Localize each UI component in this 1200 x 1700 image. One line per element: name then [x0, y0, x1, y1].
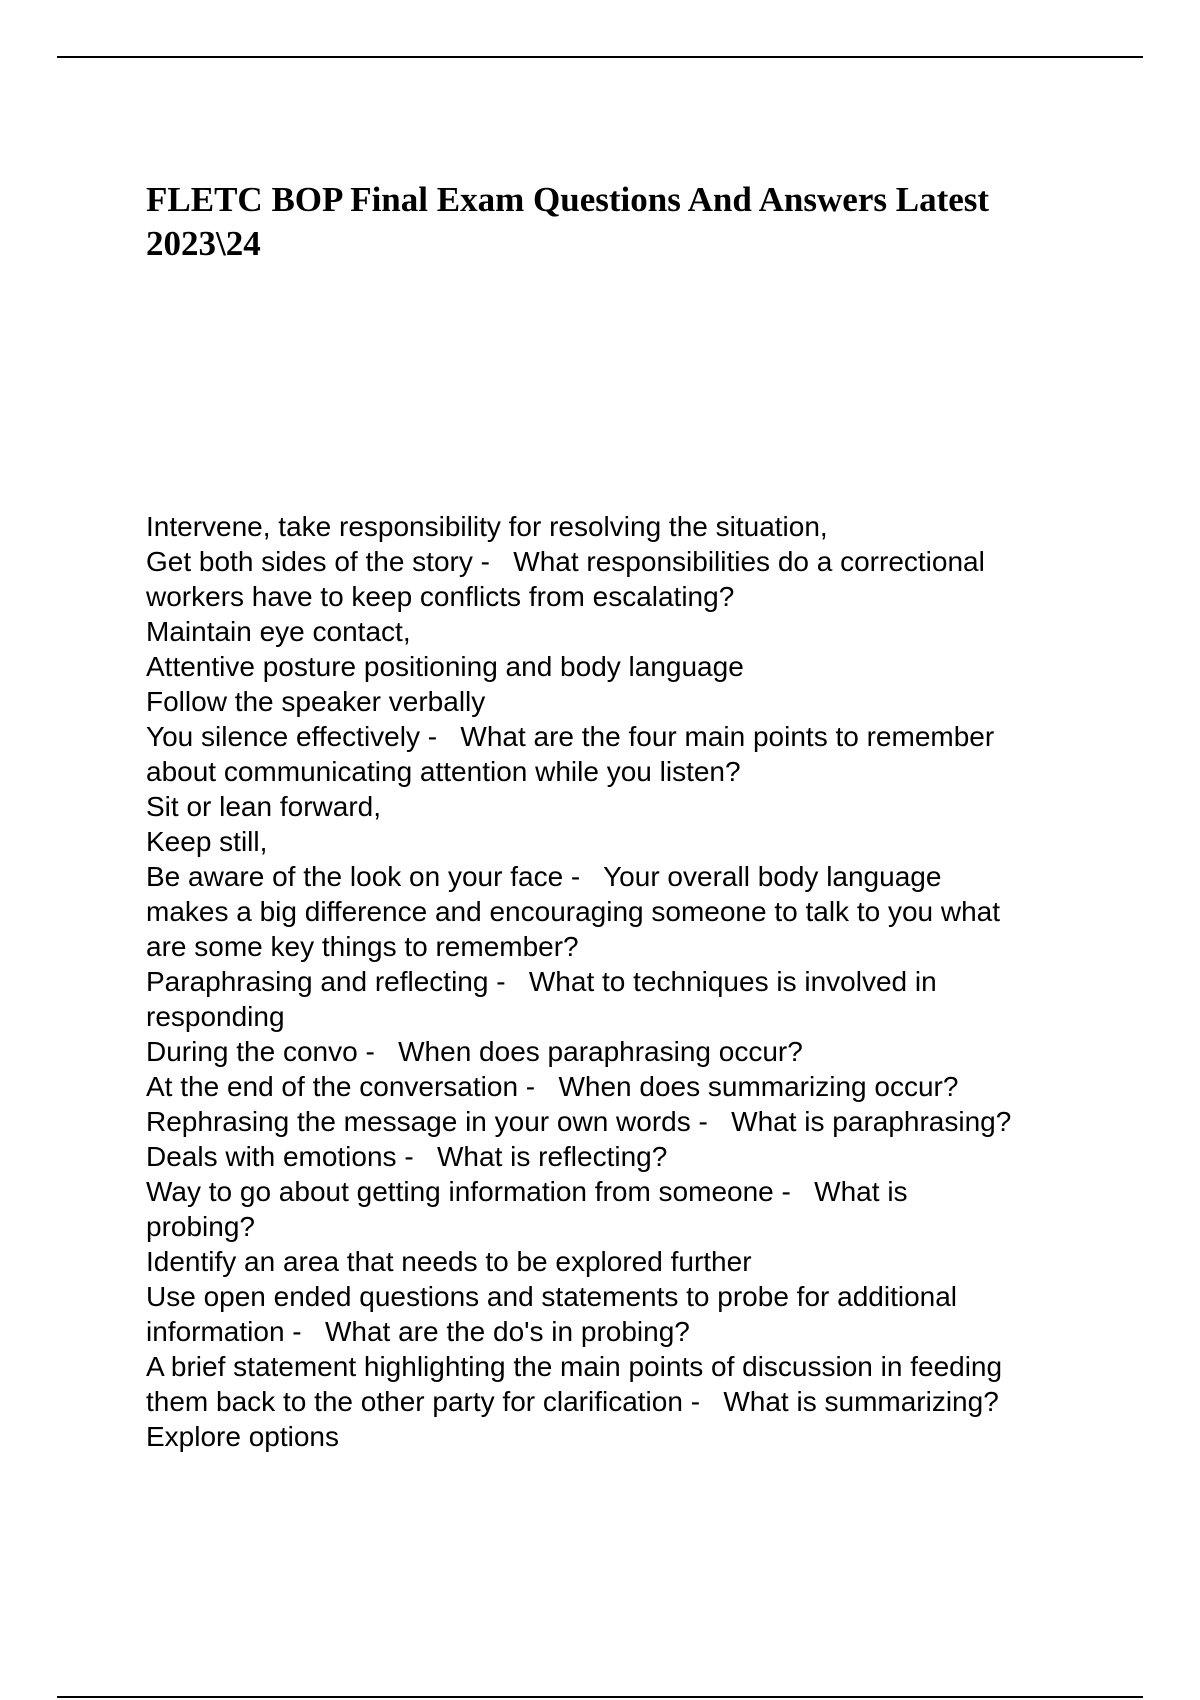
qa-text-body: [146, 509, 1106, 1454]
text-line: makes a big difference and encouraging someone to talk to you what: [146, 896, 1001, 927]
text-line: Attentive posture positioning and body language: [146, 651, 744, 682]
text-line: Get both sides of the story - What responsibilities do a correctional: [146, 546, 985, 577]
text-line: Intervene, take responsibility for resolving the situation,: [146, 511, 828, 542]
text-line: At the end of the conversation - When does summarizing occur?: [146, 1071, 959, 1102]
text-line: Way to go about getting information from someone - What is: [146, 1176, 908, 1207]
text-line: are some key things to remember?: [146, 931, 579, 962]
text-line: about communicating attention while you listen?: [146, 756, 741, 787]
text-line: them back to the other party for clarification - What is summarizing?: [146, 1386, 999, 1417]
text-line: Be aware of the look on your face - Your overall body language: [146, 861, 942, 892]
title-line-2: 2023\24: [146, 224, 261, 263]
text-line: Keep still,: [146, 826, 268, 857]
text-line: Use open ended questions and statements to probe for additional: [146, 1281, 958, 1312]
text-line: Paraphrasing and reflecting - What to techniques is involved in: [146, 966, 937, 997]
text-line: Sit or lean forward,: [146, 791, 381, 822]
footer-rule: [57, 1696, 1143, 1698]
text-line: Follow the speaker verbally: [146, 686, 486, 717]
text-line: During the convo - When does paraphrasing occur?: [146, 1036, 803, 1067]
text-line: workers have to keep conflicts from escalating?: [146, 581, 735, 612]
text-line: information - What are the do's in probing?: [146, 1316, 690, 1347]
text-line: Deals with emotions - What is reflecting?: [146, 1141, 668, 1172]
header-rule: [57, 56, 1143, 58]
text-line: responding: [146, 1001, 285, 1032]
title-line-1: FLETC BOP Final Exam Questions And Answers Latest: [146, 180, 990, 219]
text-line: You silence effectively - What are the four main points to remember: [146, 721, 995, 752]
text-line: Explore options: [146, 1421, 340, 1452]
text-line: Maintain eye contact,: [146, 616, 411, 647]
text-line: Identify an area that needs to be explored further: [146, 1246, 752, 1277]
text-line: Rephrasing the message in your own words - What is paraphrasing?: [146, 1106, 1012, 1137]
text-line: probing?: [146, 1211, 255, 1242]
text-line: A brief statement highlighting the main points of discussion in feeding: [146, 1351, 1003, 1382]
page-title: [146, 178, 1086, 266]
